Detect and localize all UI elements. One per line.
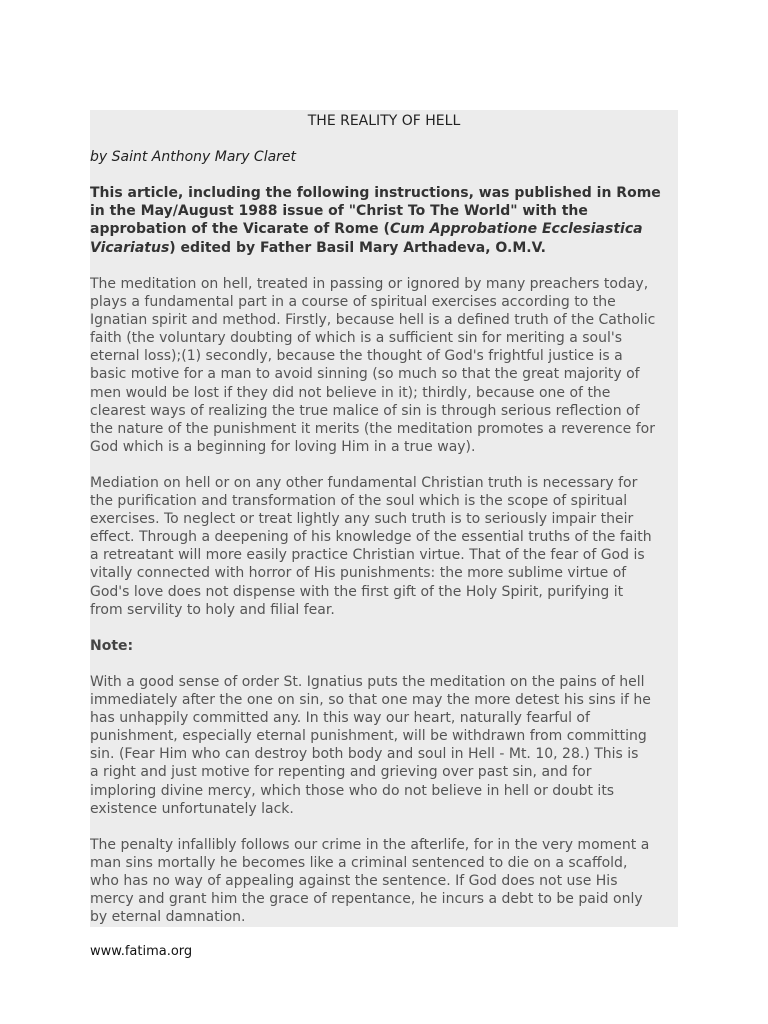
latin-phrase: Vicariatus xyxy=(90,239,170,256)
paragraph-line: effect. Through a deepening of his knowledge of the essential truths of the faith xyxy=(90,529,652,546)
paragraph-line: clearest ways of realizing the true malice of sin is through serious reflection of xyxy=(90,402,640,419)
paragraph-line: faith (the voluntary doubting of which is a sufficient sin for meriting a soul's xyxy=(90,330,622,347)
paragraph-line: Ignatian spirit and method. Firstly, because hell is a defined truth of the Catholic xyxy=(90,312,656,329)
paragraph-line: a retreatant will more easily practice Christian virtue. That of the fear of God is xyxy=(90,547,645,564)
paragraph-line: imploring divine mercy, which those who do not believe in hell or doubt its xyxy=(90,782,615,799)
paragraph-line: God which is a beginning for loving Him in a true way). xyxy=(90,438,476,455)
paragraph-line: existence unfortunately lack. xyxy=(90,800,294,817)
paragraph-line: eternal loss);(1) secondly, because the thought of God's frightful justice is a xyxy=(90,348,623,365)
intro-paragraph xyxy=(90,184,678,257)
paragraph-line: basic motive for a man to avoid sinning (so much so that the great majority of xyxy=(90,366,640,383)
paragraph-line: mercy and grant him the grace of repentance, he incurs a debt to be paid only xyxy=(90,891,643,908)
latin-phrase: Cum Approbatione Ecclesiastica xyxy=(389,221,643,238)
paragraph-line: plays a fundamental part in a course of spiritual exercises according to the xyxy=(90,294,616,311)
source-url: www.fatima.org xyxy=(90,944,193,959)
paragraph-3 xyxy=(90,673,678,818)
paragraph-2 xyxy=(90,474,678,619)
intro-text: ) edited by Father Basil Mary Arthadeva, O.M.V. xyxy=(169,239,546,256)
paragraph-line: immediately after the one on sin, so that one may the more detest his sins if he xyxy=(90,692,651,709)
paragraph-4 xyxy=(90,836,678,926)
paragraph-line: the purification and transformation of the soul which is the scope of spiritual xyxy=(90,493,628,510)
intro-line: in the May/August 1988 issue of "Christ To The World" with the xyxy=(90,203,588,220)
paragraph-line: a right and just motive for repenting and grieving over past sin, and for xyxy=(90,764,592,781)
paragraph-line: who has no way of appealing against the sentence. If God does not use His xyxy=(90,873,618,890)
paragraph-line: the nature of the punishment it merits (the meditation promotes a reverence for xyxy=(90,420,655,437)
paragraph-line: The penalty infallibly follows our crime in the afterlife, for in the very moment a xyxy=(90,837,650,853)
paragraph-line: from servility to holy and filial fear. xyxy=(90,601,335,618)
article-title: THE REALITY OF HELL xyxy=(307,113,461,129)
paragraph-line: Mediation on hell or on any other fundamental Christian truth is necessary for xyxy=(90,475,638,491)
paragraph-line: With a good sense of order St. Ignatius puts the meditation on the pains of hell xyxy=(90,674,645,690)
paragraph-line: by eternal damnation. xyxy=(90,909,246,926)
note-heading: Note: xyxy=(90,638,134,654)
paragraph-line: men would be lost if they did not believe in it); thirdly, because one of the xyxy=(90,384,611,401)
intro-line: This article, including the following instructions, was published in Rome xyxy=(90,185,661,201)
paragraph-1 xyxy=(90,275,678,456)
intro-line xyxy=(90,239,678,257)
paragraph-line: God's love does not dispense with the first gift of the Holy Spirit, purifying it xyxy=(90,583,624,600)
intro-text: approbation of the Vicarate of Rome ( xyxy=(90,221,390,238)
paragraph-line: punishment, especially eternal punishment, will be withdrawn from committing xyxy=(90,728,647,745)
paragraph-line: vitally connected with horror of His punishments: the more sublime virtue of xyxy=(90,565,627,582)
paragraph-line: man sins mortally he becomes like a criminal sentenced to die on a scaffold, xyxy=(90,855,628,872)
paragraph-line: The meditation on hell, treated in passing or ignored by many preachers today, xyxy=(90,276,649,292)
paragraph-line: has unhappily committed any. In this way our heart, naturally fearful of xyxy=(90,710,590,727)
intro-line xyxy=(90,220,678,238)
paragraph-line: sin. (Fear Him who can destroy both body and soul in Hell - Mt. 10, 28.) This is xyxy=(90,746,639,763)
article-content xyxy=(90,110,678,927)
paragraph-line: exercises. To neglect or treat lightly any such truth is to seriously impair their xyxy=(90,511,634,528)
article-byline: by Saint Anthony Mary Claret xyxy=(90,149,297,165)
